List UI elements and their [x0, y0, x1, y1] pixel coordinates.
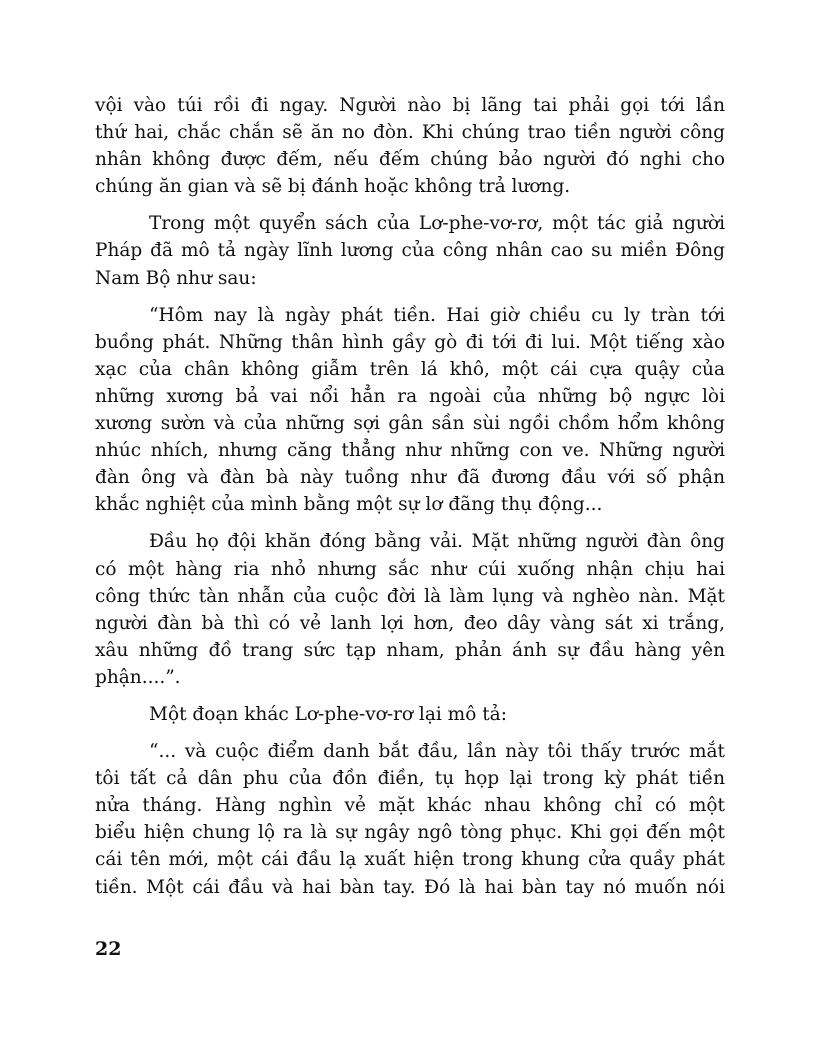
text-line: phận....”. [95, 666, 181, 688]
text-line: buồng phát. Những thân hình gầy gò đi tới đi lui. Một tiếng xào [95, 331, 725, 353]
text-line: xâu những đồ trang sức tạp nham, phản ánh sự đầu hàng yên [95, 639, 725, 661]
text-line: xương sườn và của những sợi gân sần sùi ngồi chồm hổm không [95, 413, 725, 435]
text-line: đàn ông và đàn bà này tuồng như đã đương đầu với số phận [95, 467, 725, 489]
text-line: Nam Bộ như sau: [95, 267, 257, 289]
text-line: xạc của chân không giẫm trên lá khô, một cái cựa quậy của [95, 358, 725, 380]
text-line: Đầu họ đội khăn đóng bằng vải. Mặt những người đàn ông [149, 531, 725, 553]
text-line: vội vào túi rồi đi ngay. Người nào bị lãng tai phải gọi tới lần [95, 95, 725, 116]
text-line: những xương bả vai nổi hẳn ra ngoài của những bộ ngực lòi [95, 385, 725, 407]
text-line: nhúc nhích, nhưng căng thẳng như những con ve. Những người [95, 440, 725, 462]
paragraph [95, 302, 725, 519]
paragraph [95, 210, 725, 291]
text-line: khắc nghiệt của mình bằng một sự lơ đãng thụ động... [95, 494, 603, 516]
body-text [95, 92, 725, 901]
text-line: chúng ăn gian và sẽ bị đánh hoặc không trả lương. [95, 176, 571, 198]
paragraph [95, 738, 725, 901]
paragraph [95, 528, 725, 691]
paragraph [95, 701, 725, 728]
text-line: thứ hai, chắc chắn sẽ ăn no đòn. Khi chúng trao tiền người công [95, 122, 725, 144]
text-line: tôi tất cả dân phu của đồn điền, tụ họp lại trong kỳ phát tiền [95, 768, 725, 790]
page-number: 22 [95, 938, 122, 960]
text-line: “... và cuộc điểm danh bắt đầu, lần này tôi thấy trước mắt [149, 741, 725, 763]
text-line: có một hàng ria nhỏ nhưng sắc như cúi xuống nhận chịu hai [95, 558, 725, 580]
text-line: công thức tàn nhẫn của cuộc đời là làm lụng và nghèo nàn. Mặt [95, 585, 725, 607]
text-line: cái tên mới, một cái đầu lạ xuất hiện trong khung cửa quầy phát [95, 849, 725, 871]
text-line: Một đoạn khác Lơ-phe-vơ-rơ lại mô tả: [149, 703, 507, 725]
text-line: “Hôm nay là ngày phát tiền. Hai giờ chiều cu ly tràn tới [149, 304, 725, 326]
text-line: Pháp đã mô tả ngày lĩnh lương của công nhân cao su miền Đông [95, 240, 725, 262]
paragraph [95, 92, 725, 200]
text-line: nửa tháng. Hàng nghìn vẻ mặt khác nhau không chỉ có một [95, 795, 725, 817]
text-line: Trong một quyển sách của Lơ-phe-vơ-rơ, một tác giả người [149, 213, 725, 235]
text-line: biểu hiện chung lộ ra là sự ngây ngô tòng phục. Khi gọi đến một [95, 822, 725, 844]
text-line: tiền. Một cái đầu và hai bàn tay. Đó là hai bàn tay nó muốn nói [95, 876, 725, 898]
text-line: người đàn bà thì có vẻ lanh lợi hơn, đeo dây vàng sát xi trắng, [95, 612, 725, 634]
text-line: nhân không được đếm, nếu đếm chúng bảo người đó nghi cho [95, 149, 725, 171]
